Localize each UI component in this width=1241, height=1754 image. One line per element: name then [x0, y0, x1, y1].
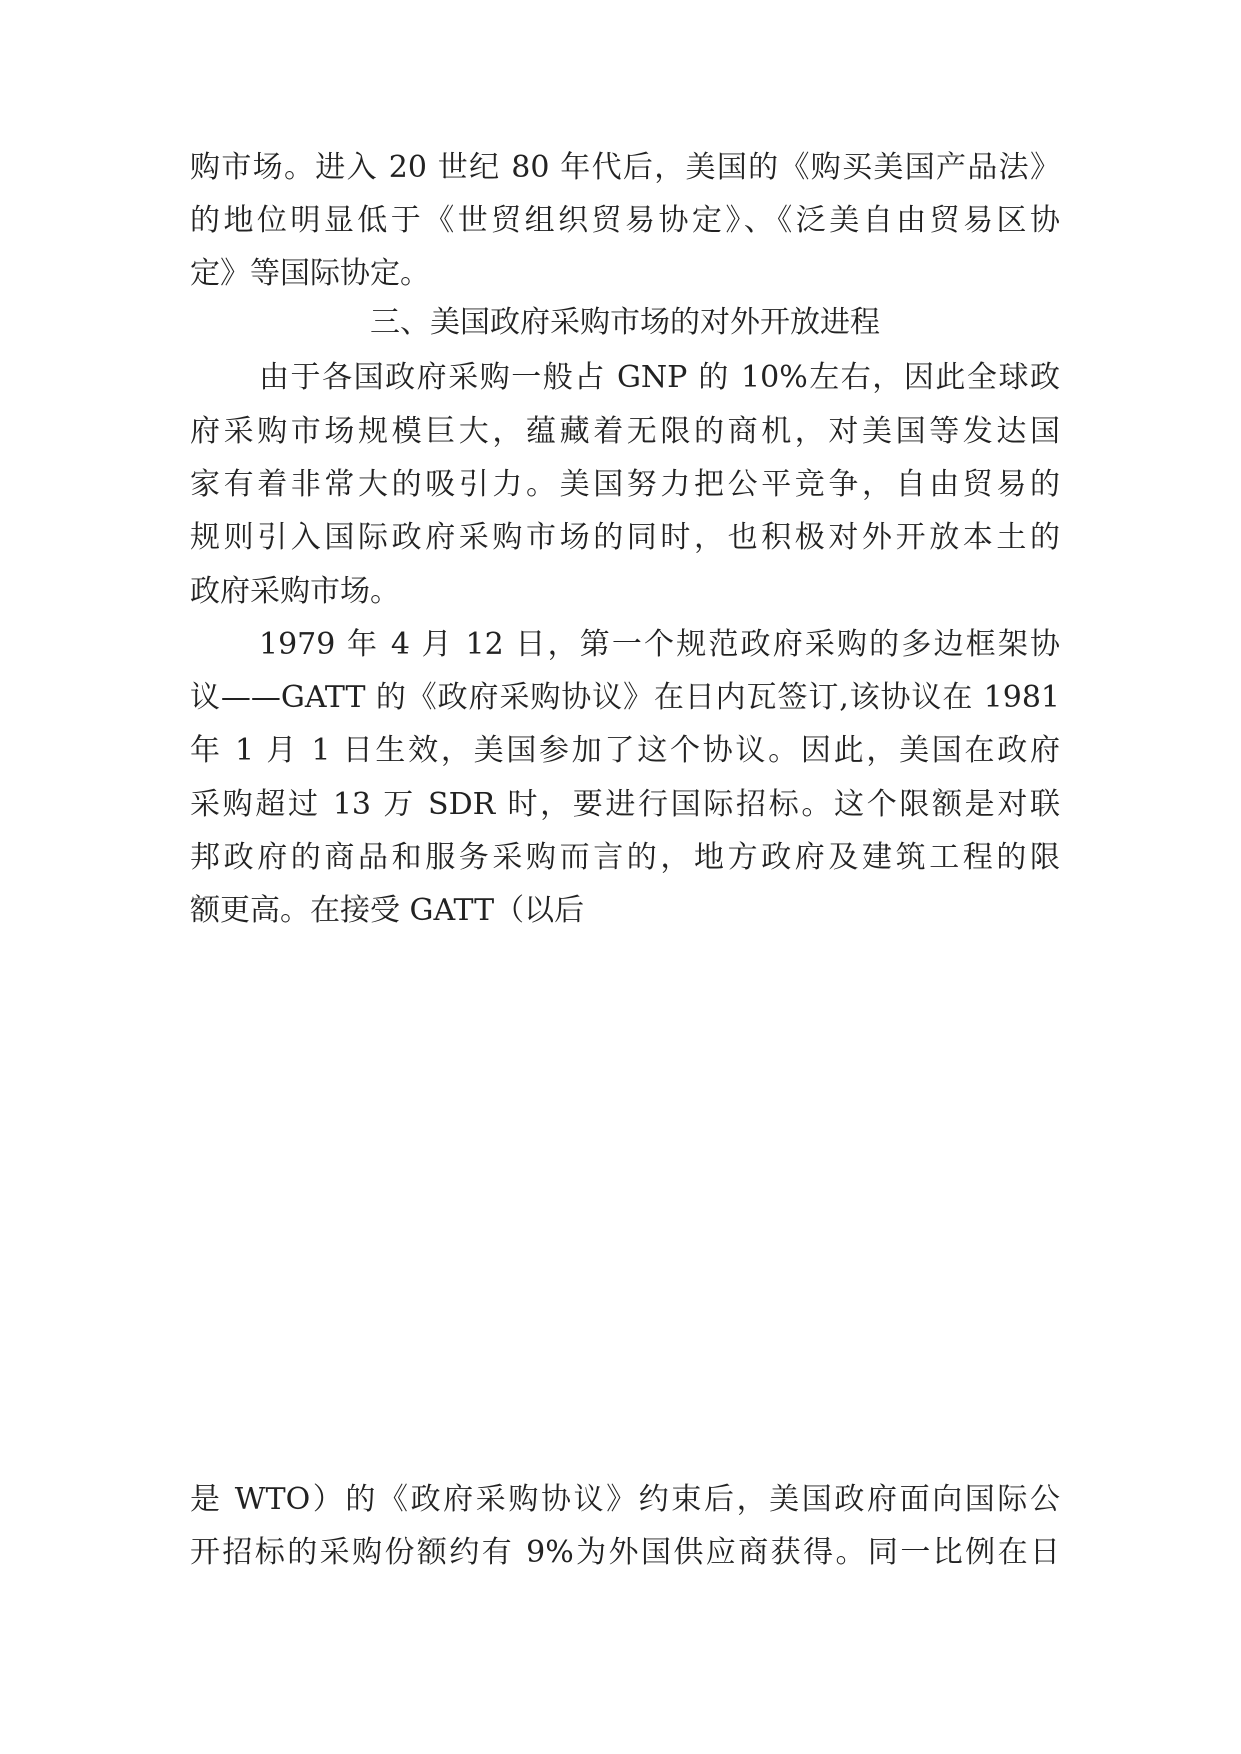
text-line: 家有着非常大的吸引力。美国努力把公平竞争，自由贸易的	[190, 467, 1060, 502]
text-line: 议——GATT 的《政府采购协议》在日内瓦签订,该协议在 1981	[190, 680, 1060, 715]
text-line: 邦政府的商品和服务采购而言的，地方政府及建筑工程的限	[190, 840, 1060, 875]
text-line: 购市场。进入 20 世纪 80 年代后，美国的《购买美国产品法》	[190, 150, 1060, 185]
text-line: 政府采购市场。	[190, 574, 400, 609]
text-line: 额更高。在接受 GATT（以后	[190, 893, 585, 928]
text-line: 规则引入国际政府采购市场的同时，也积极对外开放本土的	[190, 520, 1060, 555]
text-line: 开招标的采购份额约有 9%为外国供应商获得。同一比例在日	[190, 1535, 1060, 1570]
text-line: 府采购市场规模巨大，蕴藏着无限的商机，对美国等发达国	[190, 414, 1060, 449]
text-line: 是 WTO）的《政府采购协议》约束后，美国政府面向国际公	[190, 1482, 1060, 1517]
section-heading: 三、美国政府采购市场的对外开放进程	[370, 305, 880, 340]
text-line: 定》等国际协定。	[190, 256, 430, 291]
text-line: 1979 年 4 月 12 日，第一个规范政府采购的多边框架协	[259, 627, 1060, 662]
text-line: 的地位明显低于《世贸组织贸易协定》、《泛美自由贸易区协	[190, 203, 1060, 238]
text-line: 年 1 月 1 日生效，美国参加了这个协议。因此，美国在政府	[190, 733, 1060, 768]
text-line: 采购超过 13 万 SDR 时，要进行国际招标。这个限额是对联	[190, 787, 1060, 822]
text-line: 由于各国政府采购一般占 GNP 的 10%左右，因此全球政	[259, 360, 1060, 395]
